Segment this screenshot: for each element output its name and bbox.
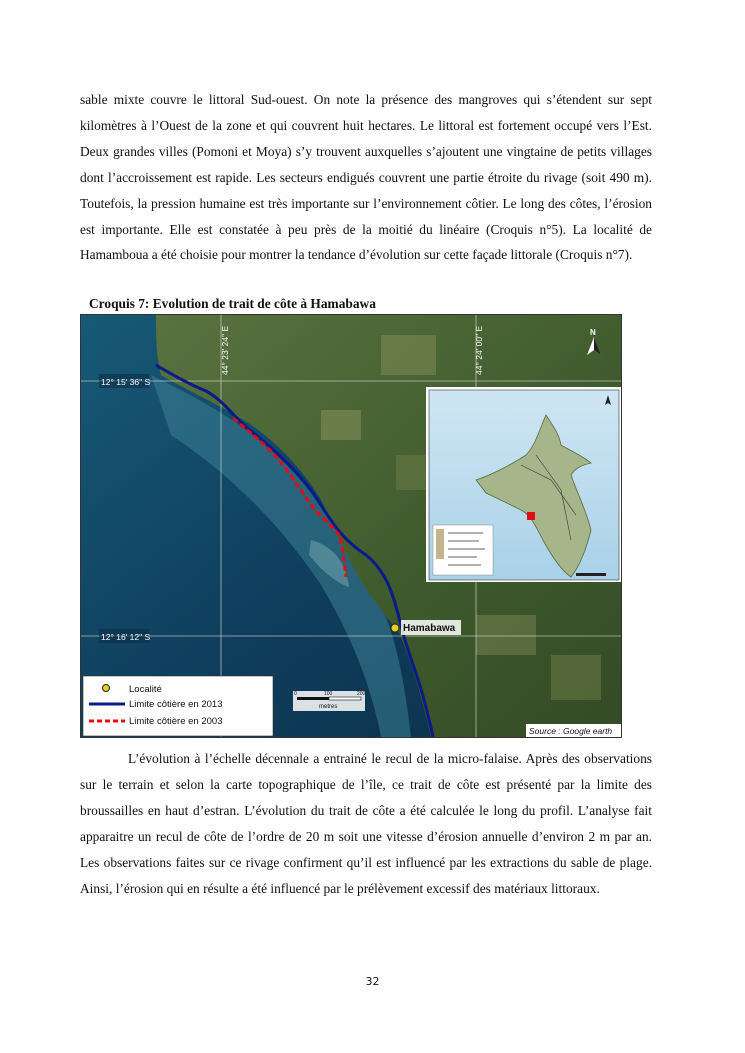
field-patch bbox=[381, 335, 436, 375]
map-source: Source : Google earth bbox=[529, 726, 613, 736]
legend-locality-label: Localité bbox=[129, 684, 162, 695]
body-paragraph-1: sable mixte couvre le littoral Sud-ouest. On note la présence des mangroves qui s’étendent sur sept kilomètres à l’Ouest de la zone et qui couvrent huit hectares. Le littoral est fortement occupé vers l’Est. Deux grandes villes (Pomoni et Moya) s’y trouvent auxquelles s’ajoutent une vingtaine de petits villages dont l’accroissement est rapide. Les secteurs endigués couvrent une partie étroite du rivage (soit 490 m). Toutefois, la pression humaine est très importante sur l’environnement côtier. Le long des côtes, l’érosion est importante. Elle est constatée à peu près de la moitié du linéaire (Croquis n°5). La localité de Hamamboua a été choisie pour montrer la tendance d’évolution sur cette façade littorale (Croquis n°7). bbox=[80, 92, 652, 263]
page-number: 32 bbox=[365, 975, 380, 988]
field-patch bbox=[476, 615, 536, 655]
locality-label: Hamabawa bbox=[403, 623, 456, 634]
map-legend bbox=[83, 676, 273, 736]
latitude-label: 12° 16' 12" S bbox=[101, 632, 151, 642]
scale-tick: 0 bbox=[294, 691, 297, 697]
scale-tick: 200 bbox=[357, 691, 366, 697]
locality-marker bbox=[391, 624, 399, 632]
inset-location-map bbox=[426, 387, 621, 582]
figure-caption: Croquis 7: Evolution de trait de côte à Hamabawa bbox=[89, 296, 376, 311]
legend-coast-2003-label: Limite côtière en 2003 bbox=[129, 716, 223, 727]
legend-locality-symbol bbox=[103, 685, 110, 692]
inset-study-area-marker bbox=[527, 512, 535, 520]
longitude-label: 44° 24' 00" E bbox=[474, 325, 484, 375]
longitude-label: 44° 23' 24" E bbox=[220, 325, 230, 375]
coastline-map-figure bbox=[80, 314, 622, 738]
scale-bar bbox=[293, 691, 366, 711]
latitude-label: 12° 15' 36" S bbox=[101, 377, 151, 387]
scale-unit: metres bbox=[319, 704, 338, 710]
north-label: N bbox=[590, 328, 596, 337]
field-patch bbox=[551, 655, 601, 700]
scale-tick: 100 bbox=[324, 691, 333, 697]
body-paragraph-2: L’évolution à l’échelle décennale a entrainé le recul de la micro-falaise. Après des observations sur le terrain et selon la carte topographique de l’île, ce trait de côte est présenté par la limite des broussailles en haut d’estran. L’évolution du trait de côte a été calculée le long du profil. L’analyse fait apparaitre un recul de côte de l’ordre de 20 m soit une vitesse d’érosion annuelle d’environ 2 m par an. Les observations faites sur ce rivage confirment qu’il est influencé par les extractions du sable de plage. Ainsi, l’érosion qui en résulte a été influencé par le prélèvement excessif des matériaux littoraux. bbox=[80, 751, 652, 896]
field-patch bbox=[321, 410, 361, 440]
legend-coast-2013-label: Limite côtière en 2013 bbox=[129, 699, 223, 710]
